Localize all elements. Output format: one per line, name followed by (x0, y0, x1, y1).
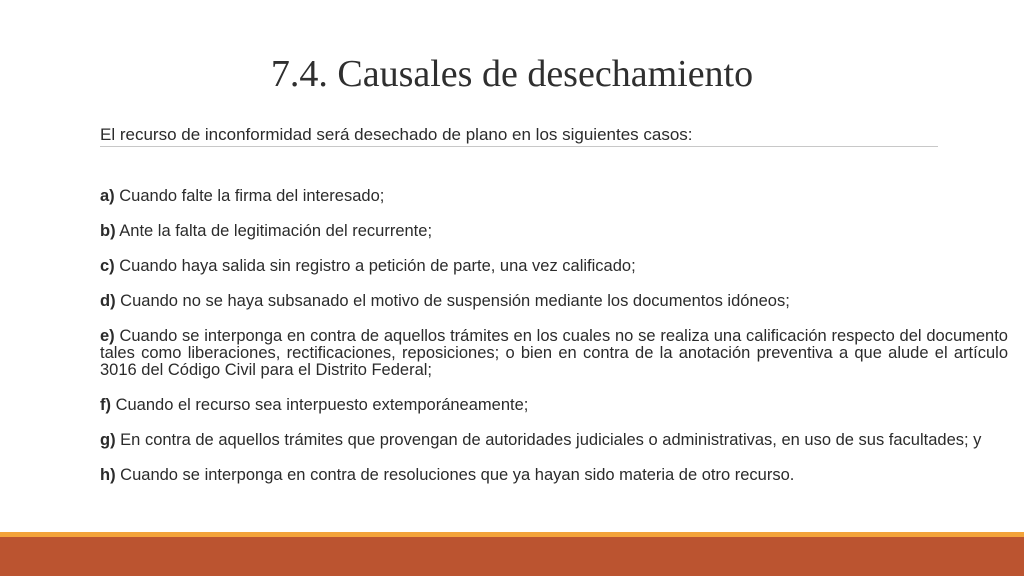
case-letter: f) (100, 396, 111, 414)
case-item-a (100, 188, 1008, 205)
case-letter: b) (100, 222, 116, 240)
case-text: Cuando se interponga en contra de aquellos trámites en los cuales no se realiza una calificación respecto del documento tales como liberaciones, rectificaciones, reposiciones; o bien en contra de la anotación preventiva a que alude el artículo 3016 del Código Civil para el Distrito Federal; (100, 327, 1008, 379)
case-item-b (100, 223, 1008, 240)
case-text: Cuando se interponga en contra de resoluciones que ya hayan sido materia de otro recurso. (120, 466, 795, 484)
intro-text: El recurso de inconformidad será desechado de plano en los siguientes casos: (100, 125, 693, 144)
case-text: Cuando el recurso sea interpuesto extemporáneamente; (115, 396, 529, 414)
case-list (100, 188, 1008, 502)
case-item-e (100, 328, 1008, 379)
case-item-g (100, 432, 1008, 449)
footer-bar (0, 537, 1024, 576)
case-letter: g) (100, 431, 116, 449)
title-divider (100, 146, 938, 147)
case-letter: a) (100, 187, 115, 205)
slide-title: 7.4. Causales de desechamiento (270, 53, 754, 95)
case-text: En contra de aquellos trámites que provengan de autoridades judiciales o administrativas, en uso de sus facultades; y (120, 431, 982, 449)
case-text: Cuando no se haya subsanado el motivo de suspensión mediante los documentos idóneos; (120, 292, 790, 310)
case-item-f (100, 397, 1008, 414)
case-item-d (100, 293, 1008, 310)
case-text: Cuando haya salida sin registro a petición de parte, una vez calificado; (119, 257, 636, 275)
case-letter: c) (100, 257, 115, 275)
case-letter: e) (100, 327, 115, 345)
case-item-h (100, 467, 1008, 484)
case-text: Cuando falte la firma del interesado; (119, 187, 385, 205)
case-letter: h) (100, 466, 116, 484)
case-letter: d) (100, 292, 116, 310)
case-text: Ante la falta de legitimación del recurrente; (119, 222, 433, 240)
case-item-c (100, 258, 1008, 275)
